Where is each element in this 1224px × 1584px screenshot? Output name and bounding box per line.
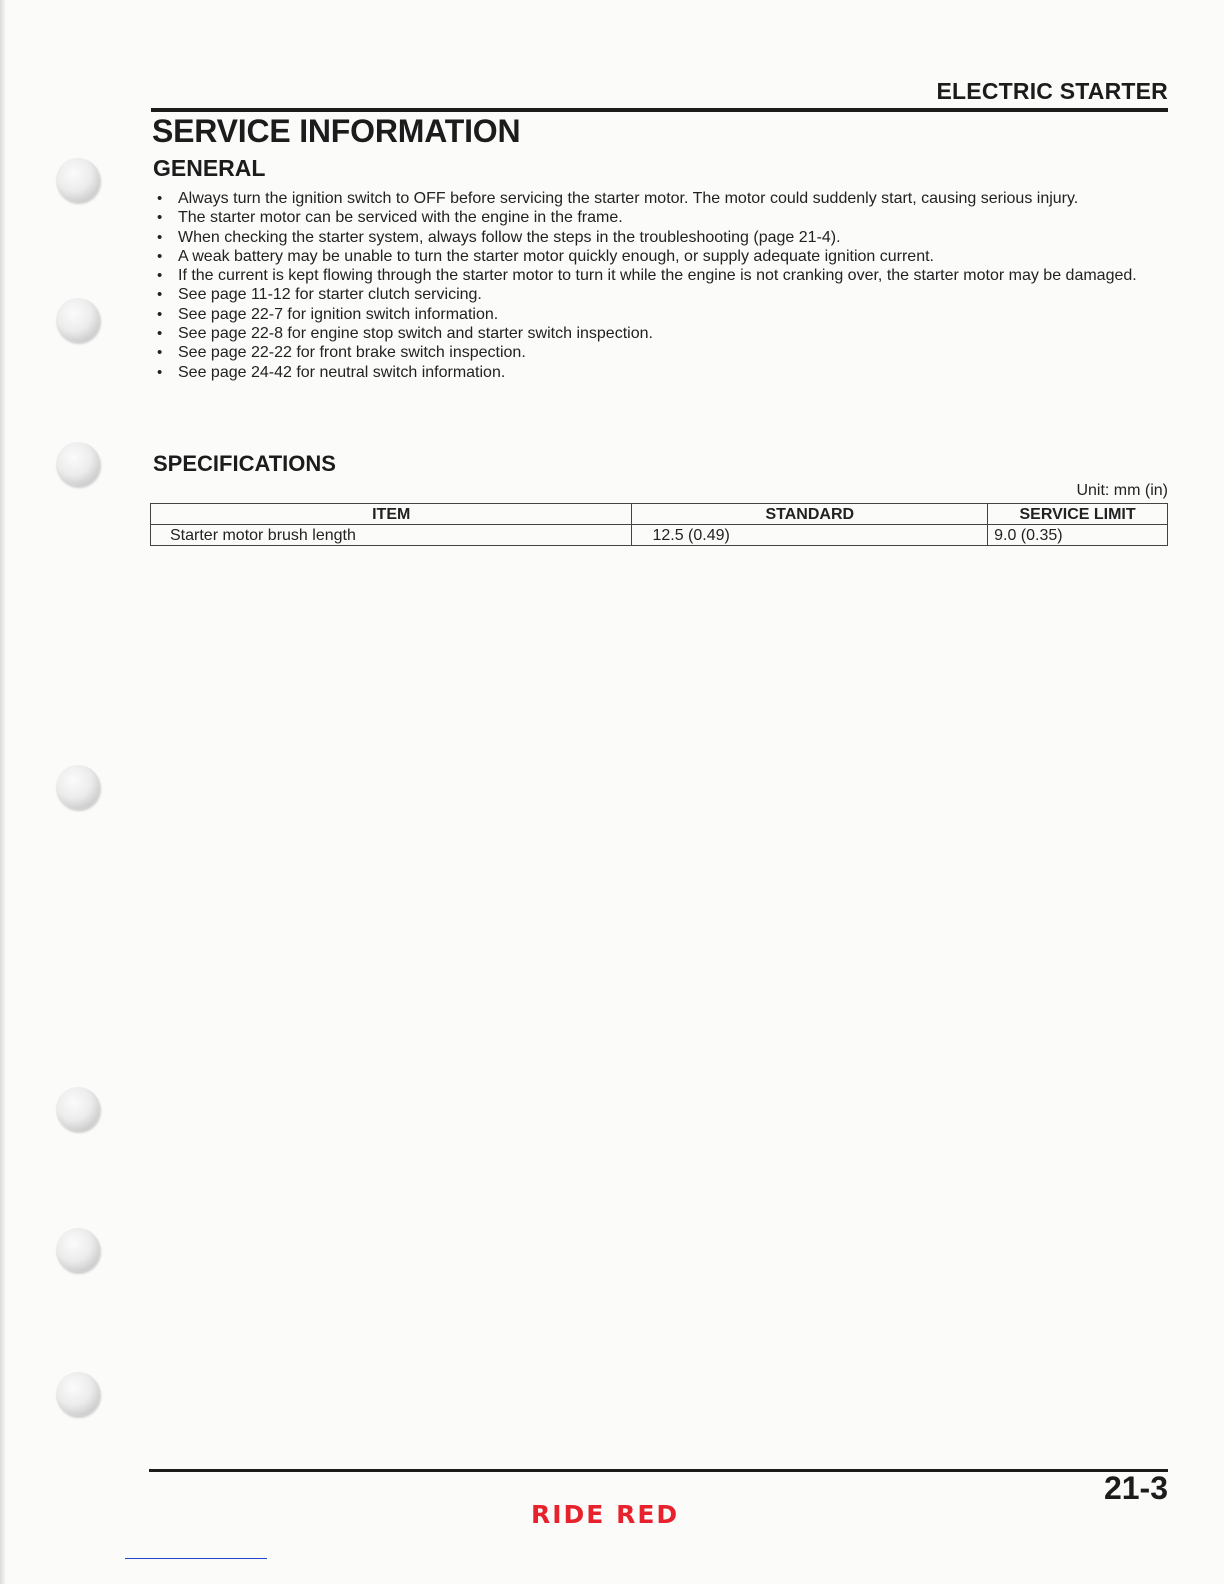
binder-hole-icon — [56, 1372, 100, 1416]
general-heading: GENERAL — [153, 155, 266, 181]
table-cell-service-limit: 9.0 (0.35) — [988, 525, 1168, 546]
list-item: • See page 22-22 for front brake switch inspection. — [156, 343, 1168, 362]
table-row — [151, 525, 1168, 546]
binder-hole-icon — [56, 765, 100, 809]
list-item: • If the current is kept flowing through the starter motor to turn it while the engine is not cranking over, the starter motor may be damaged. — [156, 266, 1168, 285]
ride-red-logo: RIDE RED — [531, 1500, 680, 1529]
footer-rule — [149, 1469, 1168, 1472]
table-cell-standard: 12.5 (0.49) — [632, 525, 988, 546]
page-number: 21-3 — [1103, 1470, 1168, 1506]
running-head: ELECTRIC STARTER — [936, 78, 1168, 104]
binder-hole-icon — [56, 1228, 100, 1272]
specifications-table — [150, 503, 1168, 546]
unit-note: Unit: mm (in) — [1076, 482, 1168, 499]
list-item: • See page 22-8 for engine stop switch and starter switch inspection. — [156, 324, 1168, 343]
list-item: • A weak battery may be unable to turn the starter motor quickly enough, or supply adequate ignition current. — [156, 247, 1168, 266]
column-header-item: ITEM — [151, 504, 632, 525]
header-rule — [151, 108, 1168, 112]
binder-hole-icon — [56, 158, 100, 202]
general-bullet-list — [156, 189, 1168, 382]
column-header-service-limit: SERVICE LIMIT — [988, 504, 1168, 525]
corner-link-underline — [125, 1558, 267, 1559]
specifications-heading: SPECIFICATIONS — [153, 451, 336, 476]
list-item: • See page 22-7 for ignition switch information. — [156, 305, 1168, 324]
page-title: SERVICE INFORMATION — [152, 113, 521, 149]
list-item: • See page 24-42 for neutral switch information. — [156, 363, 1168, 382]
list-item: • The starter motor can be serviced with the engine in the frame. — [156, 208, 1168, 227]
table-header-row — [151, 504, 1168, 525]
list-item: • Always turn the ignition switch to OFF before servicing the starter motor. The motor could suddenly start, causing serious injury. — [156, 189, 1168, 208]
list-item: • When checking the starter system, always follow the steps in the troubleshooting (page 21-4). — [156, 228, 1168, 247]
binder-hole-icon — [56, 1087, 100, 1131]
binder-hole-icon — [56, 298, 100, 342]
binder-hole-icon — [56, 442, 100, 486]
column-header-standard: STANDARD — [632, 504, 988, 525]
page-edge-shadow — [0, 0, 6, 1584]
table-cell-item: Starter motor brush length — [151, 525, 632, 546]
list-item: • See page 11-12 for starter clutch servicing. — [156, 285, 1168, 304]
